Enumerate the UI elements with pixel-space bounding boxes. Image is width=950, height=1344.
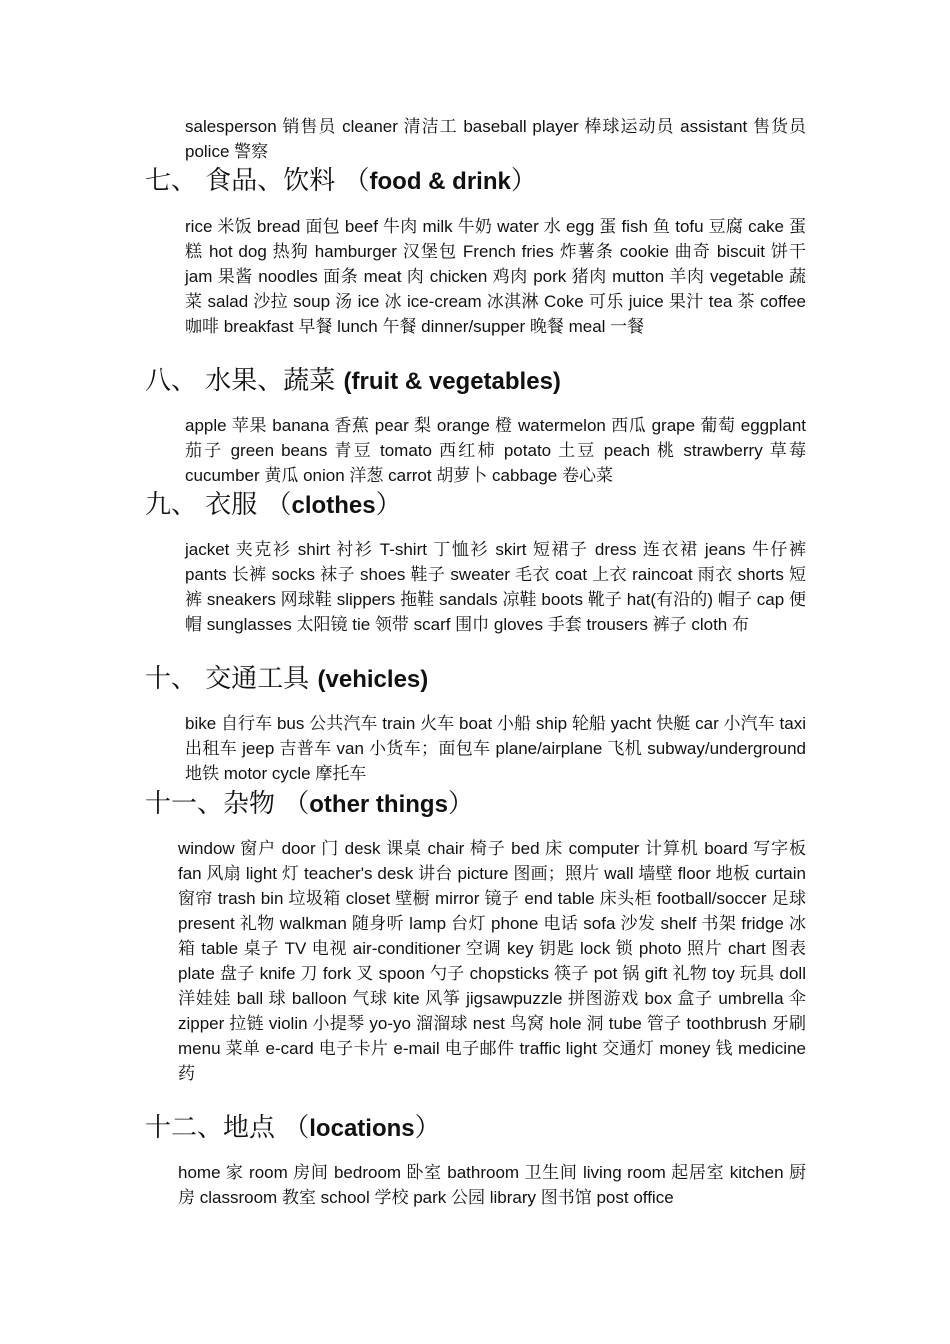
section-text-fruit: apple 苹果 banana 香蕉 pear 梨 orange 橙 watermelon 西瓜 grape 葡萄 eggplant 茄子 green beans 青豆 tomato 西红柿 potato 土豆 peach 桃 strawberry 草莓 cucumber 黄瓜 onion 洋葱 carrot 胡萝卜 cabbage 卷心菜 [185, 416, 806, 485]
section-heading-vehicles [145, 662, 428, 697]
heading-end: ） [375, 490, 402, 520]
section-text-food: rice 米饭 bread 面包 beef 牛肉 milk 牛奶 water 水 egg 蛋 fish 鱼 tofu 豆腐 cake 蛋糕 hot dog 热狗 hamburger 汉堡包 French fries 炸薯条 cookie 曲奇 biscuit 饼干 jam 果酱 noodles 面条 meat 肉 chicken 鸡肉 pork 猪肉 mutton 羊肉 vegetable 蔬菜 salad 沙拉 soup 汤 ice 冰 ice-cream 冰淇淋 Coke 可乐 juice 果汁 tea 茶 coffee 咖啡 breakfast 早餐 lunch 午餐 dinner/supper 晚餐 meal 一餐 [185, 217, 806, 336]
heading-en: food & drink [369, 168, 511, 195]
section-text-clothes: jacket 夹克衫 shirt 衬衫 T-shirt 丁恤衫 skirt 短裙子 dress 连衣裙 jeans 牛仔裤 pants 长裤 socks 袜子 shoes 鞋子 sweater 毛衣 coat 上衣 raincoat 雨衣 shorts 短裤 sneakers 网球鞋 slippers 拖鞋 sandals 凉鞋 boots 靴子 hat(有沿的) 帽子 cap 便帽 sunglasses 太阳镜 tie 领带 scarf 围巾 gloves 手套 trousers 裤子 cloth 布 [185, 540, 806, 634]
section-text-other-things: window 窗户 door 门 desk 课桌 chair 椅子 bed 床 computer 计算机 board 写字板 fan 风扇 light 灯 teacher's desk 讲台 picture 图画；照片 wall 墙壁 floor 地板 curtain 窗帘 trash bin 垃圾箱 closet 壁橱 mirror 镜子 end table 床头柜 football/soccer 足球 present 礼物 walkman 随身听 lamp 台灯 phone 电话 sofa 沙发 shelf 书架 fridge 冰箱 table 桌子 TV 电视 air-conditioner 空调 key 钥匙 lock 锁 photo 照片 chart 图表 plate 盘子 knife 刀 fork 叉 spoon 勺子 chopsticks 筷子 pot 锅 gift 礼物 toy 玩具 doll 洋娃娃 ball 球 balloon 气球 kite 风筝 jigsawpuzzle 拼图游戏 box 盒子 umbrella 伞 zipper 拉链 violin 小提琴 yo-yo 溜溜球 nest 鸟窝 hole 洞 tube 管子 toothbrush 牙刷 menu 菜单 e-card 电子卡片 e-mail 电子邮件 traffic light 交通灯 money 钱 medicine 药 [178, 839, 806, 1083]
intro-paragraph: salesperson 销售员 cleaner 清洁工 baseball player 棒球运动员 assistant 售货员 police 警察 [185, 117, 806, 161]
heading-en: (vehicles) [317, 666, 429, 693]
section-heading-fruit [145, 364, 561, 399]
heading-cn: 十、 交通工具 [145, 664, 318, 694]
heading-cn: 十二、地点 （ [145, 1113, 310, 1143]
heading-cn: 十一、杂物 （ [145, 789, 310, 819]
heading-cn: 八、 水果、蔬菜 [145, 366, 344, 396]
heading-en: other things [309, 791, 448, 818]
heading-en: (fruit & vegetables) [343, 368, 561, 395]
heading-en: clothes [291, 492, 376, 519]
heading-end: ） [447, 789, 474, 819]
section-text-locations: home 家 room 房间 bedroom 卧室 bathroom 卫生间 living room 起居室 kitchen 厨房 classroom 教室 school 学校 park 公园 library 图书馆 post office [178, 1163, 806, 1207]
section-heading-clothes [145, 488, 402, 523]
section-heading-food [145, 164, 537, 199]
heading-en: locations [309, 1115, 415, 1142]
heading-cn: 七、 食品、饮料 （ [145, 166, 370, 196]
heading-end: ） [510, 166, 537, 196]
section-heading-other-things [145, 787, 474, 822]
heading-cn: 九、 衣服 （ [145, 490, 292, 520]
section-text-vehicles: bike 自行车 bus 公共汽车 train 火车 boat 小船 ship 轮船 yacht 快艇 car 小汽车 taxi 出租车 jeep 吉普车 van 小货车；面包车 plane/airplane 飞机 subway/underground 地铁 motor cycle 摩托车 [185, 714, 806, 783]
section-heading-locations [145, 1111, 441, 1146]
heading-end: ） [414, 1113, 441, 1143]
